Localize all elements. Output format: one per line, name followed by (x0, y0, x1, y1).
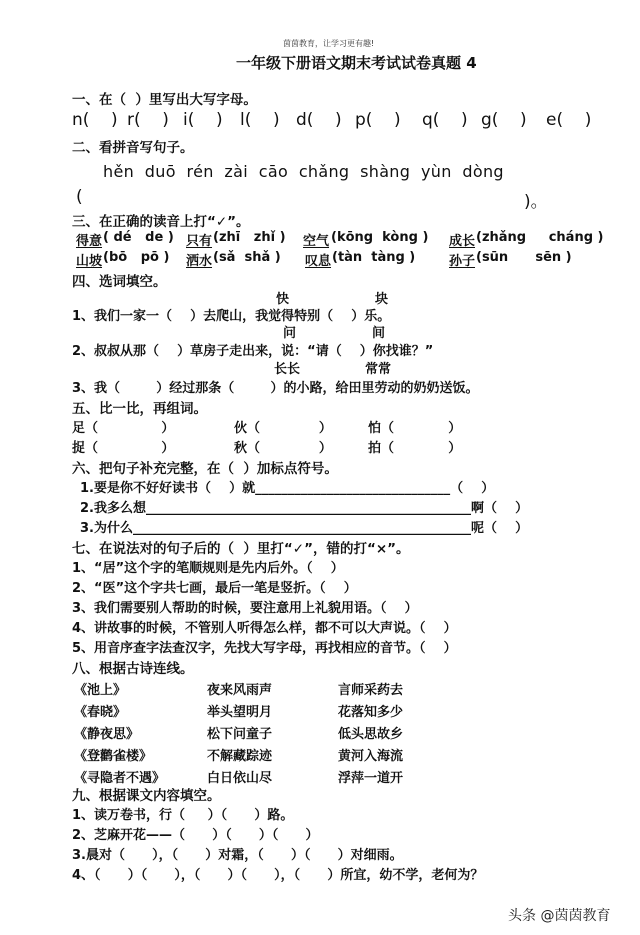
section-4-heading: 四、选词填空。 (72, 274, 167, 290)
pinyin-options: (tàn tàng ) (332, 250, 416, 265)
recite-item: 2、芝麻开花——（ ）（ ）（ ） (72, 828, 319, 843)
poem-line: 言师采药去 (338, 683, 404, 698)
judge-item: 5、用音序查字法查汉字，先找大写字母，再找相应的音节。（ ） (72, 641, 457, 656)
poem-line: 低头思故乡 (338, 727, 404, 742)
page-title: 一年级下册语文期末考试试卷真题 4 (236, 54, 477, 72)
poem-line: 花落知多少 (338, 705, 404, 720)
section-1-heading: 一、在（ ）里写出大写字母。 (72, 92, 257, 108)
judge-item: 4、讲故事的时候，不管别人听得怎么样，都不可以大声说。（ ） (72, 621, 457, 636)
word-option: 常常 (365, 362, 392, 377)
poem-title: 《寻隐者不遇》 (74, 771, 166, 786)
compare-item: 捉（ ） (72, 441, 175, 456)
letter-item: e( ) (546, 110, 592, 130)
section-5-heading: 五、比一比，再组词。 (72, 401, 207, 417)
section-3-heading: 三、在正确的读音上打“✓”。 (72, 214, 250, 230)
poem-line: 白日依山尽 (207, 771, 273, 786)
answer-close-paren: )。 (524, 192, 548, 212)
compare-item: 拍（ ） (368, 441, 462, 456)
recite-item: 4、（ ）（ ），（ ）（ ），（ ）所宜，幼不学，老何为？ (72, 868, 484, 883)
word-option: 快 (276, 292, 290, 307)
poem-line: 举头望明月 (207, 705, 273, 720)
word: 孙子 (449, 254, 476, 269)
word-option: 间 (372, 326, 386, 341)
poem-line: 浮萍一道开 (338, 771, 404, 786)
letter-item: p( ) (355, 110, 401, 130)
answer-open-paren: ( (76, 187, 83, 207)
word: 空气 (303, 234, 330, 249)
complete-sentence-1: 1.要是你不好好读书（ ）就______________________________（ ） (80, 481, 495, 496)
complete-sentence-3: 3.为什么____________________________________________________呢（ ） (80, 521, 529, 536)
poem-title: 《春晓》 (74, 705, 127, 720)
pinyin-options: (bō pō ) (103, 250, 170, 265)
word: 只有 (186, 234, 213, 249)
letter-item: q( ) (422, 110, 468, 130)
fill-question-2: 2、叔叔从那（ ）草房子走出来，说：“请（ ）你找谁？” (72, 344, 434, 359)
letter-item: g( ) (481, 110, 527, 130)
letter-item: i( ) (183, 110, 223, 130)
poem-title: 《登鹳雀楼》 (74, 749, 153, 764)
word: 成长 (449, 234, 476, 249)
pinyin-options: (zhī zhǐ ) (213, 230, 286, 245)
word: 叹息 (305, 254, 332, 269)
poem-line: 夜来风雨声 (207, 683, 273, 698)
word-option: 长长 (274, 362, 301, 377)
word-option: 块 (375, 292, 389, 307)
letter-item: r( ) (127, 110, 169, 130)
recite-item: 3.晨对（ ），（ ）对霜，（ ）（ ）对细雨。 (72, 848, 403, 863)
section-9-heading: 九、根据课文内容填空。 (72, 788, 221, 804)
compare-item: 伙（ ） (234, 421, 332, 436)
poem-line: 黄河入海流 (338, 749, 404, 764)
letter-item: l( ) (240, 110, 280, 130)
word: 山坡 (76, 254, 103, 269)
judge-item: 3、我们需要别人帮助的时候，要注意用上礼貌用语。（ ） (72, 601, 418, 616)
section-2-heading: 二、看拼音写句子。 (72, 140, 194, 156)
word: 得意 (76, 234, 103, 249)
poem-line: 松下问童子 (207, 727, 273, 742)
poem-title: 《池上》 (74, 683, 127, 698)
compare-item: 怕（ ） (368, 421, 462, 436)
fill-question-1: 1、我们一家一（ ）去爬山，我觉得特别（ ）乐。 (72, 309, 391, 324)
section-8-heading: 八、根据古诗连线。 (72, 661, 194, 677)
word-option: 问 (283, 326, 297, 341)
section-7-heading: 七、在说法对的句子后的（ ）里打“✓”，错的打“×”。 (72, 541, 410, 557)
section-6-heading: 六、把句子补充完整，在（ ）加标点符号。 (72, 461, 338, 477)
poem-title: 《静夜思》 (74, 727, 140, 742)
header-slogan: 茵茵教育，让学习更有趣! (283, 39, 375, 48)
letter-item: d( ) (296, 110, 342, 130)
complete-sentence-2: 2.我多么想__________________________________________________啊（ ） (80, 501, 529, 516)
letter-item: n( ) (72, 110, 118, 130)
pinyin-options: (zhǎng cháng ) (476, 230, 604, 245)
judge-item: 2、“医”这个字共七画，最后一笔是竖折。（ ） (72, 581, 357, 596)
poem-line: 不解藏踪迹 (207, 749, 273, 764)
pinyin-line: hěn duō rén zài cāo chǎng shàng yùn dòng (103, 162, 504, 181)
pinyin-options: (sǎ shǎ ) (213, 250, 281, 265)
compare-item: 足（ ） (72, 421, 175, 436)
pinyin-options: (kōng kòng ) (331, 230, 429, 245)
judge-item: 1、“居”这个字的笔顺规则是先内后外。（ ） (72, 561, 344, 576)
fill-question-3: 3、我（ ）经过那条（ ）的小路，给田里劳动的奶奶送饭。 (72, 381, 479, 396)
pinyin-options: (sūn sēn ) (476, 250, 572, 265)
pinyin-options: ( dé de ) (103, 230, 174, 245)
word: 洒水 (186, 254, 213, 269)
watermark: 头条 @茵茵教育 (508, 908, 611, 924)
compare-item: 秋（ ） (234, 441, 332, 456)
recite-item: 1、读万卷书，行（ ）（ ）路。 (72, 808, 294, 823)
